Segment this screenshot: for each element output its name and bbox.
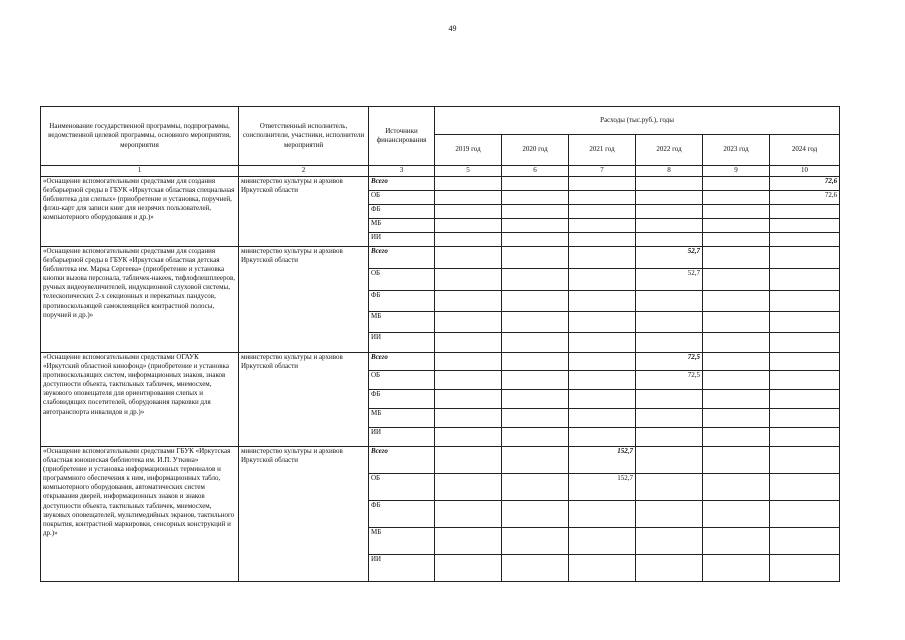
expense-value-cell [502, 555, 569, 582]
expense-value-cell [636, 219, 703, 233]
expense-value-cell [770, 409, 840, 428]
expense-value-cell [703, 205, 770, 219]
expense-value-cell [770, 501, 840, 528]
expense-value-cell [703, 269, 770, 291]
column-number: 9 [703, 166, 770, 177]
expense-value-cell [569, 312, 636, 333]
expense-value-cell [770, 474, 840, 501]
header-year: 2024 год [770, 135, 840, 166]
funding-source-cell: ОБ [369, 191, 435, 205]
column-number: 7 [569, 166, 636, 177]
expense-value-cell: 52,7 [636, 247, 703, 269]
expense-value-cell [569, 501, 636, 528]
header-year: 2023 год [703, 135, 770, 166]
expense-value-cell [502, 333, 569, 353]
expense-value-cell [569, 269, 636, 291]
expense-value-cell [770, 447, 840, 474]
expense-value-cell [435, 409, 502, 428]
expense-value-cell [636, 474, 703, 501]
funding-source-cell: МБ [369, 219, 435, 233]
expense-value-cell [636, 409, 703, 428]
column-number: 1 [41, 166, 239, 177]
expense-value-cell [502, 177, 569, 191]
expense-value-cell [770, 233, 840, 247]
header-name: Наименование государственной программы, подпрограммы, ведомственной целевой программы, основного мероприятия, мероприятия [41, 107, 239, 166]
header-executor: Ответственный исполнитель, соисполнители, участники, исполнители мероприятий [239, 107, 369, 166]
column-number: 5 [435, 166, 502, 177]
page-number: 49 [448, 24, 457, 33]
activity-name-cell: «Оснащение вспомогательными средствами для создания безбарьерной среды в ГБУК «Иркутская областная специальная библиотека для слепых» (приобретение и установка, поручней, флэш-карт для записи книг для незрячих пользователей, компьютерного оборудования и др.)» [41, 177, 239, 247]
expense-value-cell [636, 233, 703, 247]
funding-source-cell: ФБ [369, 501, 435, 528]
expense-value-cell [435, 205, 502, 219]
expense-value-cell [636, 177, 703, 191]
expense-value-cell [502, 528, 569, 555]
expense-value-cell [770, 269, 840, 291]
expense-value-cell: 152,7 [569, 474, 636, 501]
expense-value-cell [502, 353, 569, 371]
header-year: 2019 год [435, 135, 502, 166]
expense-value-cell [636, 555, 703, 582]
expense-value-cell [502, 269, 569, 291]
activity-name-cell: «Оснащение вспомогательными средствами ОГАУК «Иркутский областной кинофонд» (приобретение и установка противоскользящих систем, информационных знаков, знаков доступности объекта, тактильных табличек, мнемосхем, звукового оповещателя для ориентирования слепых и слабовидящих посетителей, оборудования парковки для автотранспорта инвалидов и др.)» [41, 353, 239, 447]
expense-value-cell: 72,6 [770, 177, 840, 191]
table-row [41, 177, 840, 191]
funding-source-cell: ФБ [369, 205, 435, 219]
table-row [41, 247, 840, 269]
funding-source-cell: ИИ [369, 333, 435, 353]
header-year: 2021 год [569, 135, 636, 166]
executor-cell: министерство культуры и архивов Иркутской области [239, 247, 369, 353]
column-number: 2 [239, 166, 369, 177]
expense-value-cell [703, 233, 770, 247]
funding-source-cell: ОБ [369, 474, 435, 501]
executor-cell: министерство культуры и архивов Иркутской области [239, 447, 369, 582]
expense-value-cell [502, 447, 569, 474]
expense-value-cell [435, 312, 502, 333]
expense-value-cell [502, 191, 569, 205]
executor-cell: министерство культуры и архивов Иркутской области [239, 177, 369, 247]
expense-value-cell [703, 333, 770, 353]
header-year: 2022 год [636, 135, 703, 166]
expense-value-cell [703, 219, 770, 233]
funding-source-cell: ФБ [369, 291, 435, 312]
expense-value-cell [703, 247, 770, 269]
expense-value-cell [703, 474, 770, 501]
expense-value-cell [569, 177, 636, 191]
expense-value-cell [703, 555, 770, 582]
executor-cell: министерство культуры и архивов Иркутской области [239, 353, 369, 447]
expense-value-cell [435, 447, 502, 474]
funding-source-cell: МБ [369, 312, 435, 333]
funding-source-cell: ОБ [369, 269, 435, 291]
expense-value-cell [569, 219, 636, 233]
column-numbers-row [41, 166, 840, 177]
funding-source-cell: ИИ [369, 233, 435, 247]
expense-value-cell [703, 291, 770, 312]
funding-source-cell: Всего [369, 353, 435, 371]
expense-value-cell [703, 353, 770, 371]
expense-value-cell [636, 528, 703, 555]
expense-value-cell: 72,6 [770, 191, 840, 205]
activity-name-cell: «Оснащение вспомогательными средствами ГБУК «Иркутская областная юношеская библиотека им. И.П. Уткина» (приобретение и установка информационных терминалов и программного обеспечения к ним, информационных табло, компьютерного оборудования, автоматических систем открывания дверей, информационных знаков и знаков доступности объекта, тактильных табличек, мнемосхем, звуковых оповещателей, мультимедийных экранов, тактильного покрытия, контрастной маркировки, сенсорных конструкций и др.)» [41, 447, 239, 582]
expense-value-cell [435, 247, 502, 269]
expense-value-cell [770, 219, 840, 233]
expense-value-cell: 152,7 [569, 447, 636, 474]
expense-value-cell [770, 291, 840, 312]
expense-value-cell [770, 353, 840, 371]
expense-value-cell [703, 191, 770, 205]
expense-value-cell [435, 428, 502, 447]
expense-value-cell [435, 390, 502, 409]
table-body [41, 177, 840, 582]
expense-value-cell [435, 291, 502, 312]
funding-source-cell: ФБ [369, 390, 435, 409]
expense-value-cell [636, 205, 703, 219]
table-row [41, 447, 840, 474]
expense-value-cell [569, 353, 636, 371]
expense-value-cell [569, 555, 636, 582]
column-number: 3 [369, 166, 435, 177]
expense-value-cell [502, 409, 569, 428]
expense-value-cell [569, 428, 636, 447]
column-number: 6 [502, 166, 569, 177]
expense-value-cell [569, 291, 636, 312]
expense-value-cell [569, 371, 636, 390]
funding-source-cell: МБ [369, 409, 435, 428]
expense-value-cell [636, 428, 703, 447]
funding-source-cell: Всего [369, 447, 435, 474]
expense-value-cell [435, 177, 502, 191]
expense-value-cell [569, 528, 636, 555]
expense-value-cell [770, 555, 840, 582]
expense-value-cell [636, 501, 703, 528]
expense-value-cell [502, 428, 569, 447]
budget-table [40, 106, 840, 582]
expense-value-cell [502, 233, 569, 247]
expense-value-cell [569, 191, 636, 205]
expense-value-cell [636, 447, 703, 474]
expense-value-cell [435, 474, 502, 501]
expense-value-cell [502, 205, 569, 219]
expense-value-cell [569, 233, 636, 247]
expense-value-cell [703, 390, 770, 409]
expense-value-cell [703, 528, 770, 555]
activity-name-cell: «Оснащение вспомогательными средствами для создания безбарьерной среды в ГБУК «Иркутская областная детская библиотека им. Марка Сергеева» (приобретение и установка кнопки вызова персонала, табличек-накеек, тифлофлешплееров, ручных видеоувеличителей, индукционной слуховой системы, телескопических 2-х секционных и перекатных пандусов, противоскользящей самоклеящейся контрастной полосы, поручней и др.)» [41, 247, 239, 353]
expense-value-cell [770, 205, 840, 219]
expense-value-cell [502, 247, 569, 269]
expense-value-cell: 52,7 [636, 269, 703, 291]
expense-value-cell [770, 390, 840, 409]
expense-value-cell [435, 555, 502, 582]
table-row [41, 353, 840, 371]
expense-value-cell [770, 333, 840, 353]
expense-value-cell [502, 474, 569, 501]
expense-value-cell [435, 501, 502, 528]
expense-value-cell [770, 528, 840, 555]
expense-value-cell [435, 233, 502, 247]
funding-source-cell: Всего [369, 247, 435, 269]
expense-value-cell [502, 219, 569, 233]
expense-value-cell [636, 191, 703, 205]
expense-value-cell [703, 312, 770, 333]
expense-value-cell [569, 390, 636, 409]
expense-value-cell [502, 371, 569, 390]
funding-source-cell: ИИ [369, 555, 435, 582]
expense-value-cell [569, 333, 636, 353]
expense-value-cell [435, 269, 502, 291]
expense-value-cell [770, 428, 840, 447]
expense-value-cell [435, 191, 502, 205]
expense-value-cell [636, 312, 703, 333]
expense-value-cell: 72,5 [636, 353, 703, 371]
expense-value-cell [703, 177, 770, 191]
header-expenses: Расходы (тыс.руб.), годы [435, 107, 840, 135]
expense-value-cell [435, 333, 502, 353]
header-source: Источники финансирования [369, 107, 435, 166]
funding-source-cell: ИИ [369, 428, 435, 447]
funding-source-cell: МБ [369, 528, 435, 555]
expense-value-cell [703, 371, 770, 390]
expense-value-cell [435, 219, 502, 233]
expense-value-cell [502, 312, 569, 333]
column-number: 8 [636, 166, 703, 177]
expense-value-cell [435, 528, 502, 555]
expense-value-cell [703, 428, 770, 447]
expense-value-cell [770, 312, 840, 333]
expense-value-cell [703, 409, 770, 428]
expense-value-cell [636, 333, 703, 353]
expense-value-cell [770, 247, 840, 269]
expense-value-cell [502, 291, 569, 312]
expense-value-cell [636, 291, 703, 312]
expense-value-cell [703, 447, 770, 474]
expense-value-cell [502, 501, 569, 528]
expense-value-cell [435, 371, 502, 390]
expense-value-cell [569, 205, 636, 219]
expense-value-cell [770, 371, 840, 390]
expense-value-cell [569, 247, 636, 269]
funding-source-cell: ОБ [369, 371, 435, 390]
expense-value-cell [703, 501, 770, 528]
expense-value-cell [636, 390, 703, 409]
header-year: 2020 год [502, 135, 569, 166]
expense-value-cell [435, 353, 502, 371]
funding-source-cell: Всего [369, 177, 435, 191]
expense-value-cell [502, 390, 569, 409]
expense-value-cell: 72,5 [636, 371, 703, 390]
column-number: 10 [770, 166, 840, 177]
expense-value-cell [569, 409, 636, 428]
